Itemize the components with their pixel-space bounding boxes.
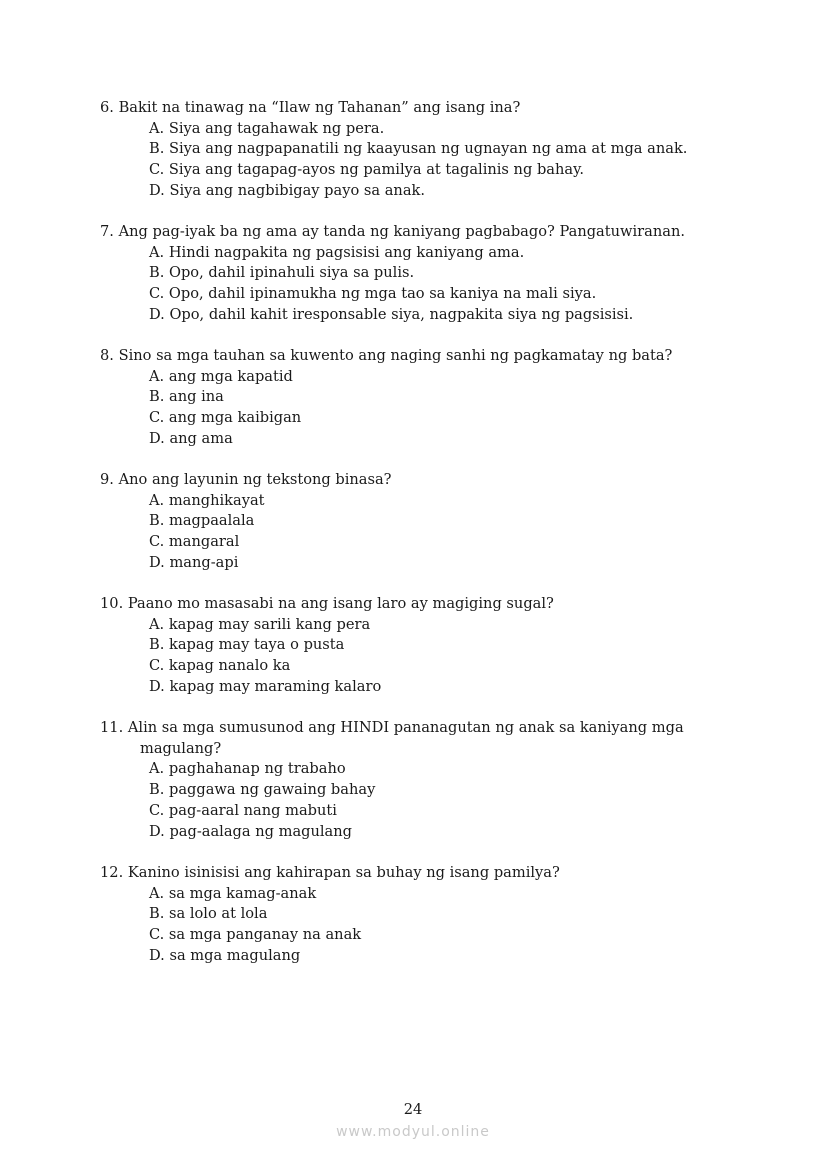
- question-11: [100, 718, 740, 842]
- choice-a: A. ang mga kapatid: [149, 367, 293, 385]
- question-8: [100, 346, 740, 450]
- choice-list: [100, 615, 740, 698]
- choice-c: C. Opo, dahil ipinamukha ng mga tao sa kaniya na mali siya.: [149, 285, 597, 303]
- question-text: [100, 222, 740, 243]
- choice-d: D. kapag may maraming kalaro: [149, 677, 382, 695]
- question-text: [100, 594, 740, 615]
- question-7: [100, 222, 740, 326]
- question-prompt: Bakit na tinawag na “Ilaw ng Tahanan” ang isang ina?: [118, 99, 521, 116]
- question-number: 6.: [100, 99, 114, 116]
- choice-d: D. ang ama: [149, 429, 233, 447]
- choice-c: C. pag-aaral nang mabuti: [149, 801, 337, 819]
- choice-b: B. sa lolo at lola: [149, 905, 268, 923]
- choice-list: [100, 759, 740, 842]
- choice-b: B. kapag may taya o pusta: [149, 636, 345, 654]
- question-number: 8.: [100, 347, 114, 365]
- choice-a: A. manghikayat: [149, 491, 265, 509]
- choice-a: A. Siya ang tagahawak ng pera.: [149, 119, 385, 137]
- question-prompt: Alin sa mga sumusunod ang HINDI pananagutan ng anak sa kaniyang mga: [127, 719, 684, 737]
- choice-d: D. pag-aalaga ng magulang: [149, 822, 352, 840]
- question-text: [100, 863, 740, 884]
- question-prompt: Kanino isinisisi ang kahirapan sa buhay ng isang pamilya?: [127, 863, 560, 881]
- choice-a: A. kapag may sarili kang pera: [149, 615, 371, 633]
- choice-d: D. sa mga magulang: [149, 946, 301, 964]
- question-number: 7.: [100, 223, 114, 241]
- question-prompt: Paano mo masasabi na ang isang laro ay magiging sugal?: [127, 595, 554, 613]
- choice-b: B. ang ina: [149, 388, 224, 406]
- choice-d: D. Opo, dahil kahit iresponsable siya, nagpakita siya ng pagsisisi.: [149, 305, 634, 323]
- choice-a: A. paghahanap ng trabaho: [149, 760, 346, 778]
- question-9: [100, 470, 740, 574]
- choice-list: [100, 119, 740, 202]
- question-prompt: Sino sa mga tauhan sa kuwento ang naging sanhi ng pagkamatay ng bata?: [118, 347, 673, 365]
- question-prompt: Ano ang layunin ng tekstong binasa?: [118, 471, 392, 489]
- choice-list: [100, 243, 740, 326]
- choice-c: C. Siya ang tagapag-ayos ng pamilya at tagalinis ng bahay.: [149, 161, 585, 179]
- question-text: [100, 718, 740, 759]
- choice-b: B. paggawa ng gawaing bahay: [149, 781, 376, 799]
- choice-c: C. ang mga kaibigan: [149, 409, 302, 427]
- question-text: [100, 346, 740, 367]
- choice-c: C. mangaral: [149, 533, 240, 551]
- question-prompt: Ang pag-iyak ba ng ama ay tanda ng kaniyang pagbabago? Pangatuwiranan.: [118, 223, 685, 241]
- choice-a: A. sa mga kamag-anak: [149, 884, 317, 902]
- choice-b: B. Opo, dahil ipinahuli siya sa pulis.: [149, 264, 415, 282]
- choice-list: [100, 491, 740, 574]
- page-number: 24: [403, 1101, 423, 1118]
- choice-list: [100, 367, 740, 450]
- question-text: [100, 470, 740, 491]
- choice-c: C. kapag nanalo ka: [149, 657, 291, 675]
- choice-c: C. sa mga panganay na anak: [149, 925, 362, 943]
- question-10: [100, 594, 740, 698]
- question-12: [100, 863, 740, 967]
- choice-a: A. Hindi nagpakita ng pagsisisi ang kaniyang ama.: [149, 243, 525, 261]
- question-6: [100, 98, 740, 202]
- question-number: 12.: [100, 863, 124, 881]
- choice-d: D. mang-api: [149, 553, 239, 571]
- question-prompt-continuation: magulang?: [140, 739, 222, 757]
- choice-b: B. Siya ang nagpapanatili ng kaayusan ng ugnayan ng ama at mga anak.: [149, 140, 688, 158]
- question-number: 9.: [100, 471, 114, 489]
- question-text: [100, 98, 740, 119]
- choice-d: D. Siya ang nagbibigay payo sa anak.: [149, 181, 425, 199]
- watermark: www.modyul.online: [336, 1124, 490, 1140]
- question-number: 11.: [100, 719, 124, 737]
- question-number: 10.: [100, 595, 124, 613]
- choice-list: [100, 884, 740, 967]
- choice-b: B. magpaalala: [149, 512, 255, 530]
- question-list: [100, 98, 740, 987]
